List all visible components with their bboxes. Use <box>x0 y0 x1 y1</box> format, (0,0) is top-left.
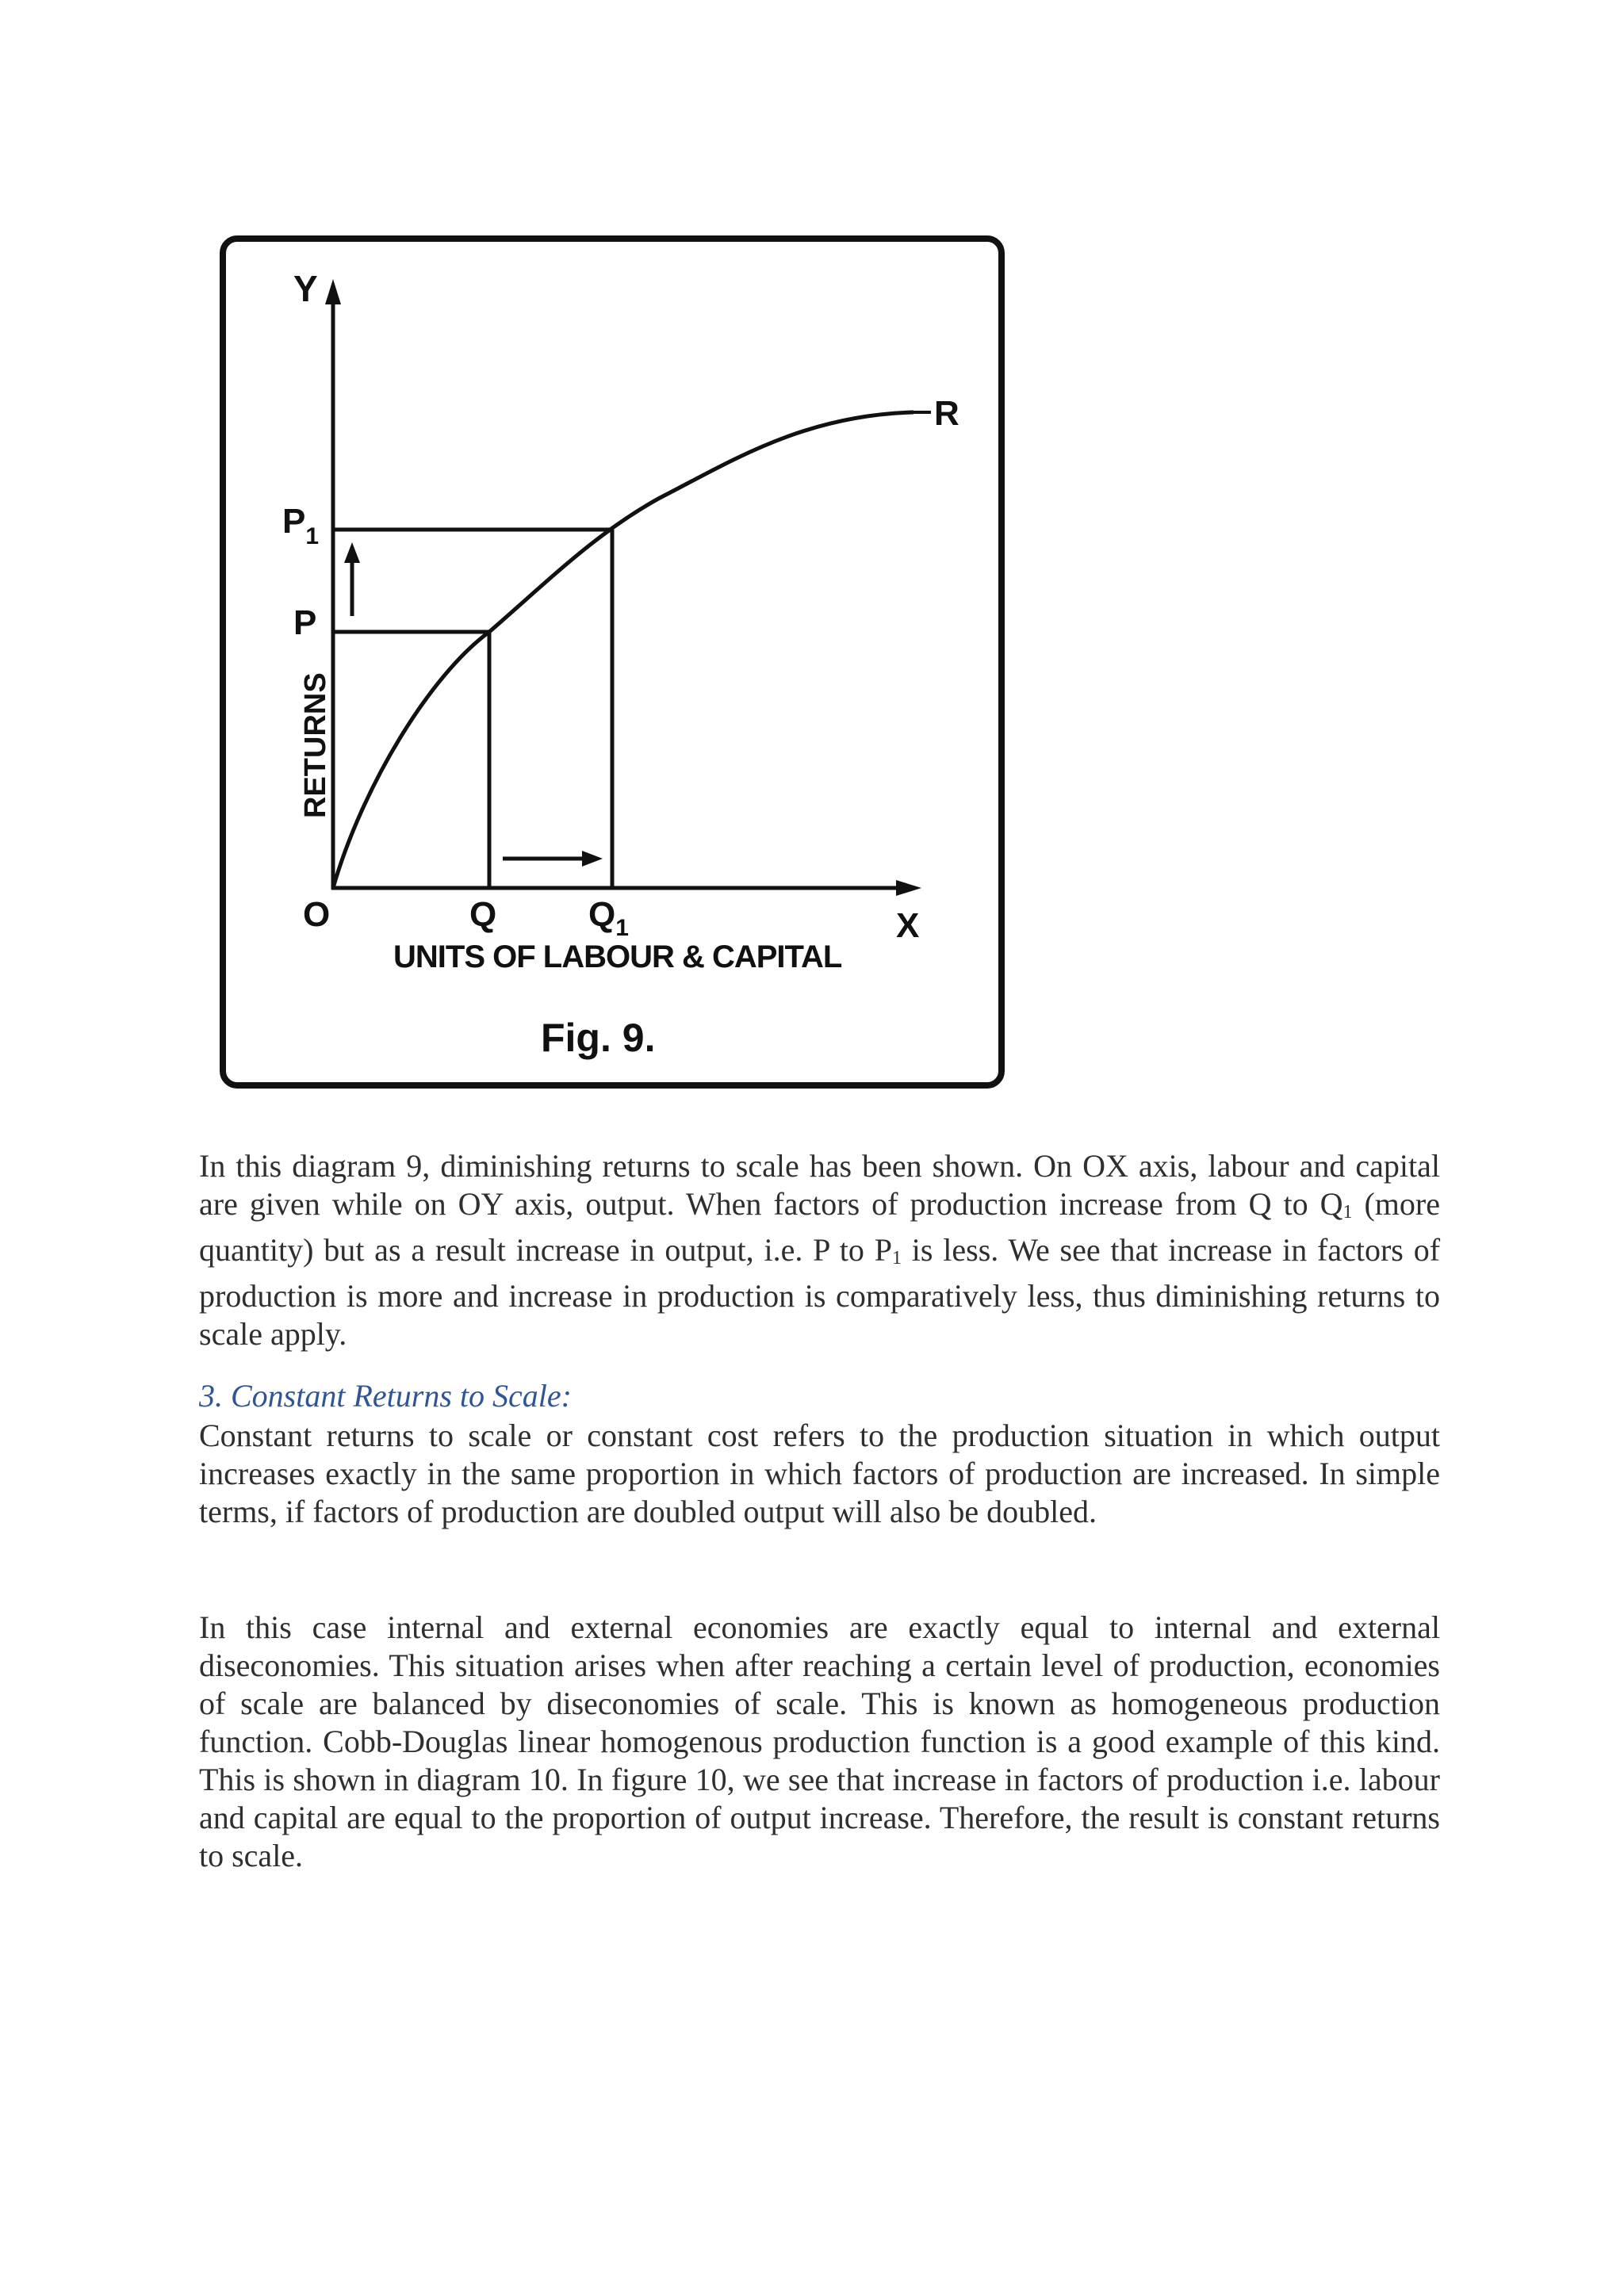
figure-caption: Fig. 9. <box>541 1016 656 1060</box>
paragraph-diagram-9 <box>199 1147 1440 1353</box>
x-axis-label: X <box>896 906 920 945</box>
y-axis-label: Y <box>293 268 318 309</box>
figure-9 <box>216 232 1009 1094</box>
returns-curve <box>333 412 914 888</box>
p-label: P <box>293 603 317 642</box>
paragraph-1-text: In this diagram 9, diminishing returns to scale has been shown. On OX axis, labour and capital are given while on OY axis, output. When factors of production increase from Q to $Q_1$ (more quantity) but as a result increase in output, i.e. P to $P_1$ is less. We see that increase in factors of production is more and increase in production is comparatively less, thus diminishing returns to scale apply. <box>199 1148 1441 1352</box>
x-axis-arrow-icon <box>896 880 921 896</box>
curve-r-label: R <box>934 394 959 433</box>
right-arrow-icon <box>582 851 603 867</box>
paragraph-constant-returns-definition <box>199 1417 1440 1531</box>
returns-axis-title: RETURNS <box>299 672 332 818</box>
paragraph-3-text: In this case internal and external economies are exactly equal to internal and external diseconomies. This situation arises when after reaching a certain level of production, economies of scale are balanced by diseconomies of scale. This is known as homogeneous production function. Cobb-Douglas linear homogenous production function is a good example of this kind. This is shown in diagram 10. In figure 10, we see that increase in factors of production i.e. labour and capital are equal to the proportion of output increase. Therefore, the result is constant returns to scale. <box>199 1609 1440 1873</box>
p1-label: $P_1$ <box>282 502 320 549</box>
paragraph-constant-returns-explanation <box>199 1609 1440 1875</box>
q1-label: $Q_1$ <box>588 895 629 941</box>
units-axis-title: UNITS OF LABOUR & CAPITAL <box>393 939 842 974</box>
returns-diagram <box>216 232 1009 1094</box>
origin-label: O <box>303 895 331 934</box>
q-label: Q <box>469 895 497 934</box>
y-axis-arrow-icon <box>325 279 341 304</box>
up-arrow-icon <box>344 542 360 563</box>
section-heading-constant-returns: 3. Constant Returns to Scale: <box>199 1378 572 1414</box>
paragraph-2-text: Constant returns to scale or constant cost refers to the production situation in which output increases exactly in the same proportion in which factors of production are increased. In simple terms, if factors of production are doubled output will also be doubled. <box>199 1418 1440 1529</box>
